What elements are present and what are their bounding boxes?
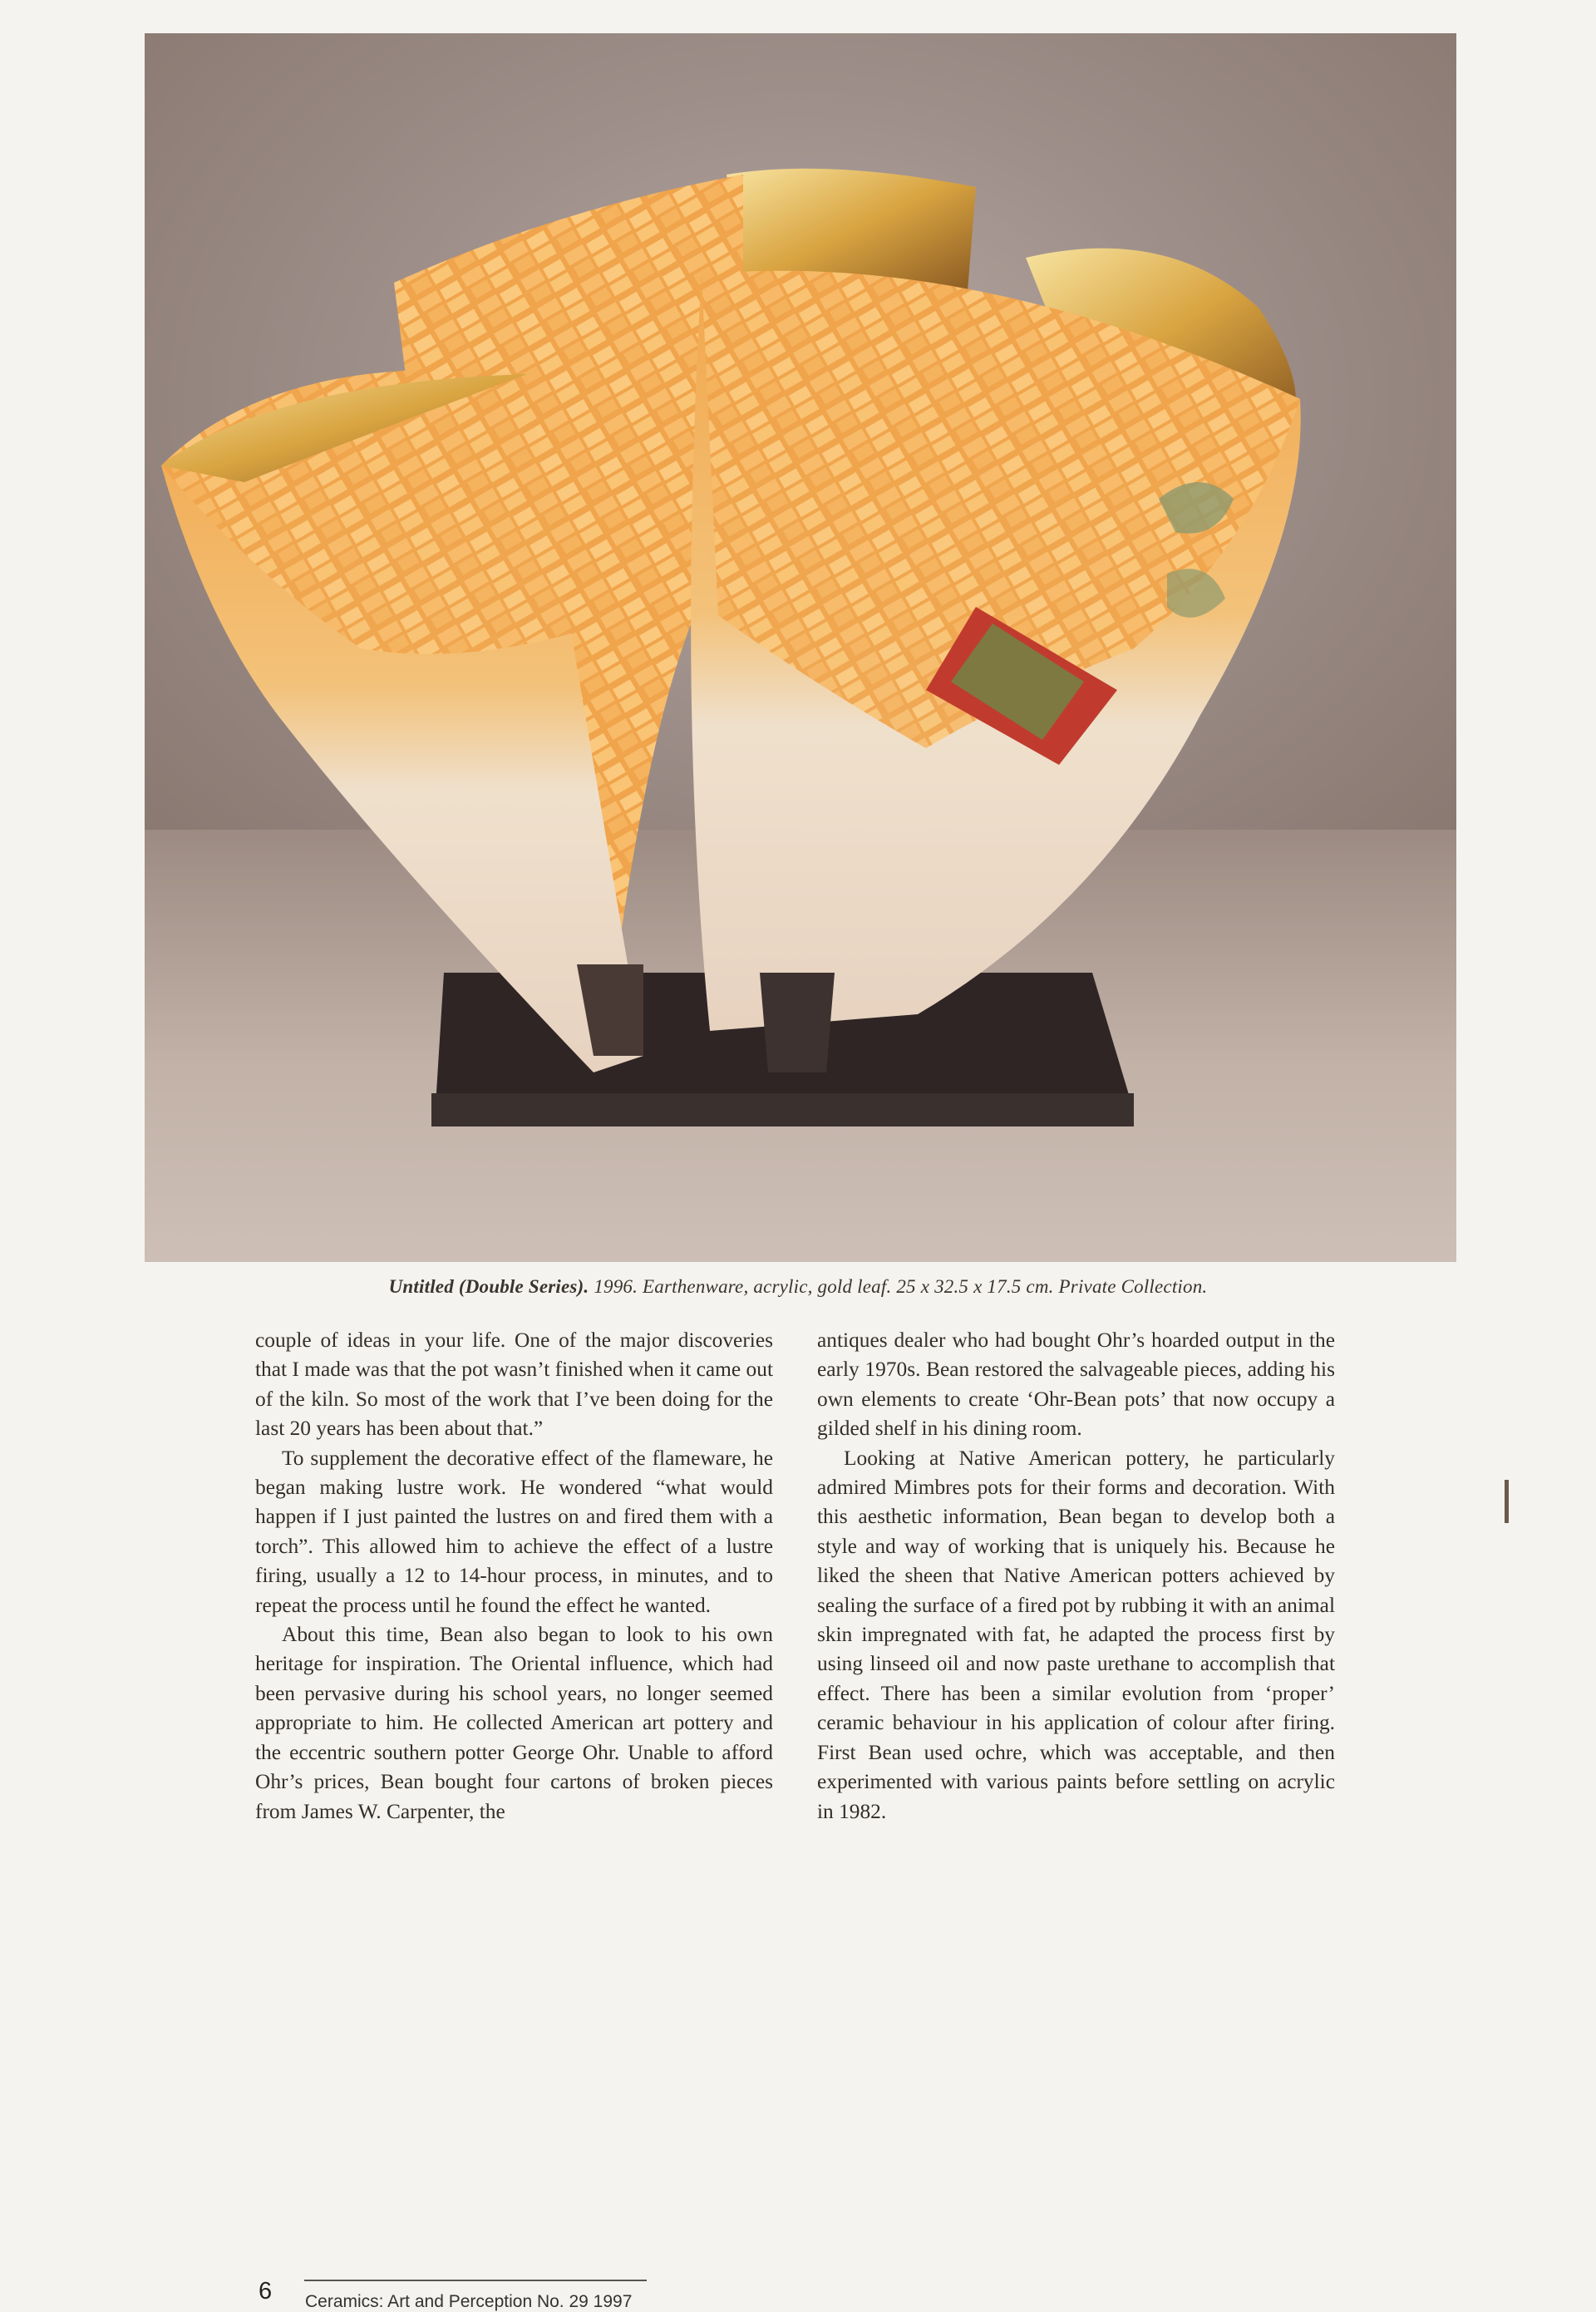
page-number: 6 <box>259 2278 273 2305</box>
paragraph: antiques dealer who had bought Ohr’s hoarded output in the early 1970s. Bean restored the salvageable pieces, adding his own elements to create ‘Ohr-Bean pots’ that now occupy a gilded shelf in his dining room. <box>817 1329 1335 1441</box>
paragraph: couple of ideas in your life. One of the major discoveries that I made was that the pot wasn’t finished when it came out of the kiln. So most of the work that I’ve been doing for the last 20 years has been about that.” <box>255 1329 773 1441</box>
photo-caption <box>0 1276 1596 1298</box>
caption-details: 1996. Earthenware, acrylic, gold leaf. 25 x 32.5 x 17.5 cm. Private Collection. <box>589 1276 1208 1297</box>
pottery-photo-icon <box>145 33 1456 1262</box>
journal-citation: Ceramics: Art and Perception No. 29 1997 <box>305 2292 633 2311</box>
left-column <box>255 1326 773 1826</box>
paragraph: Looking at Native American pottery, he particularly admired Mimbres pots for their forms and decoration. With this aesthetic information, Bean began to develop both a style and way of working that is uniquely his. Because he liked the sheen that Native American potters achieved by sealing the surface of a fired pot by rubbing it with an animal skin impregnated with fat, he adapted the process first by using linseed oil and now paste urethane to accomplish that effect. There has been a similar evolution from ‘proper’ ceramic behaviour in his application of colour after firing. First Bean used ochre, which was acceptable, and then experimented with various paints before settling on acrylic in 1982. <box>817 1446 1335 1823</box>
artwork-photograph <box>145 33 1456 1262</box>
footer-rule <box>304 2280 647 2281</box>
paragraph: To supplement the decorative effect of the flameware, he began making lustre work. He wondered “what would happen if I just painted the lustres on and fired them with a torch”. This allowed him to achieve the effect of a lustre firing, usually a 12 to 14-hour process, in minutes, and to repeat the process until he found the effect he wanted. <box>255 1446 773 1617</box>
margin-mark <box>1505 1480 1509 1523</box>
right-column <box>817 1326 1335 1826</box>
paragraph: About this time, Bean also began to look to his own heritage for inspiration. The Oriental influence, which had been pervasive during his school years, no longer seemed appropriate to him. He collected American art pottery and the eccentric southern potter George Ohr. Unable to afford Ohr’s prices, Bean bought four cartons of broken pieces from James W. Carpenter, the <box>255 1623 773 1823</box>
caption-title: Untitled (Double Series). <box>388 1276 589 1297</box>
